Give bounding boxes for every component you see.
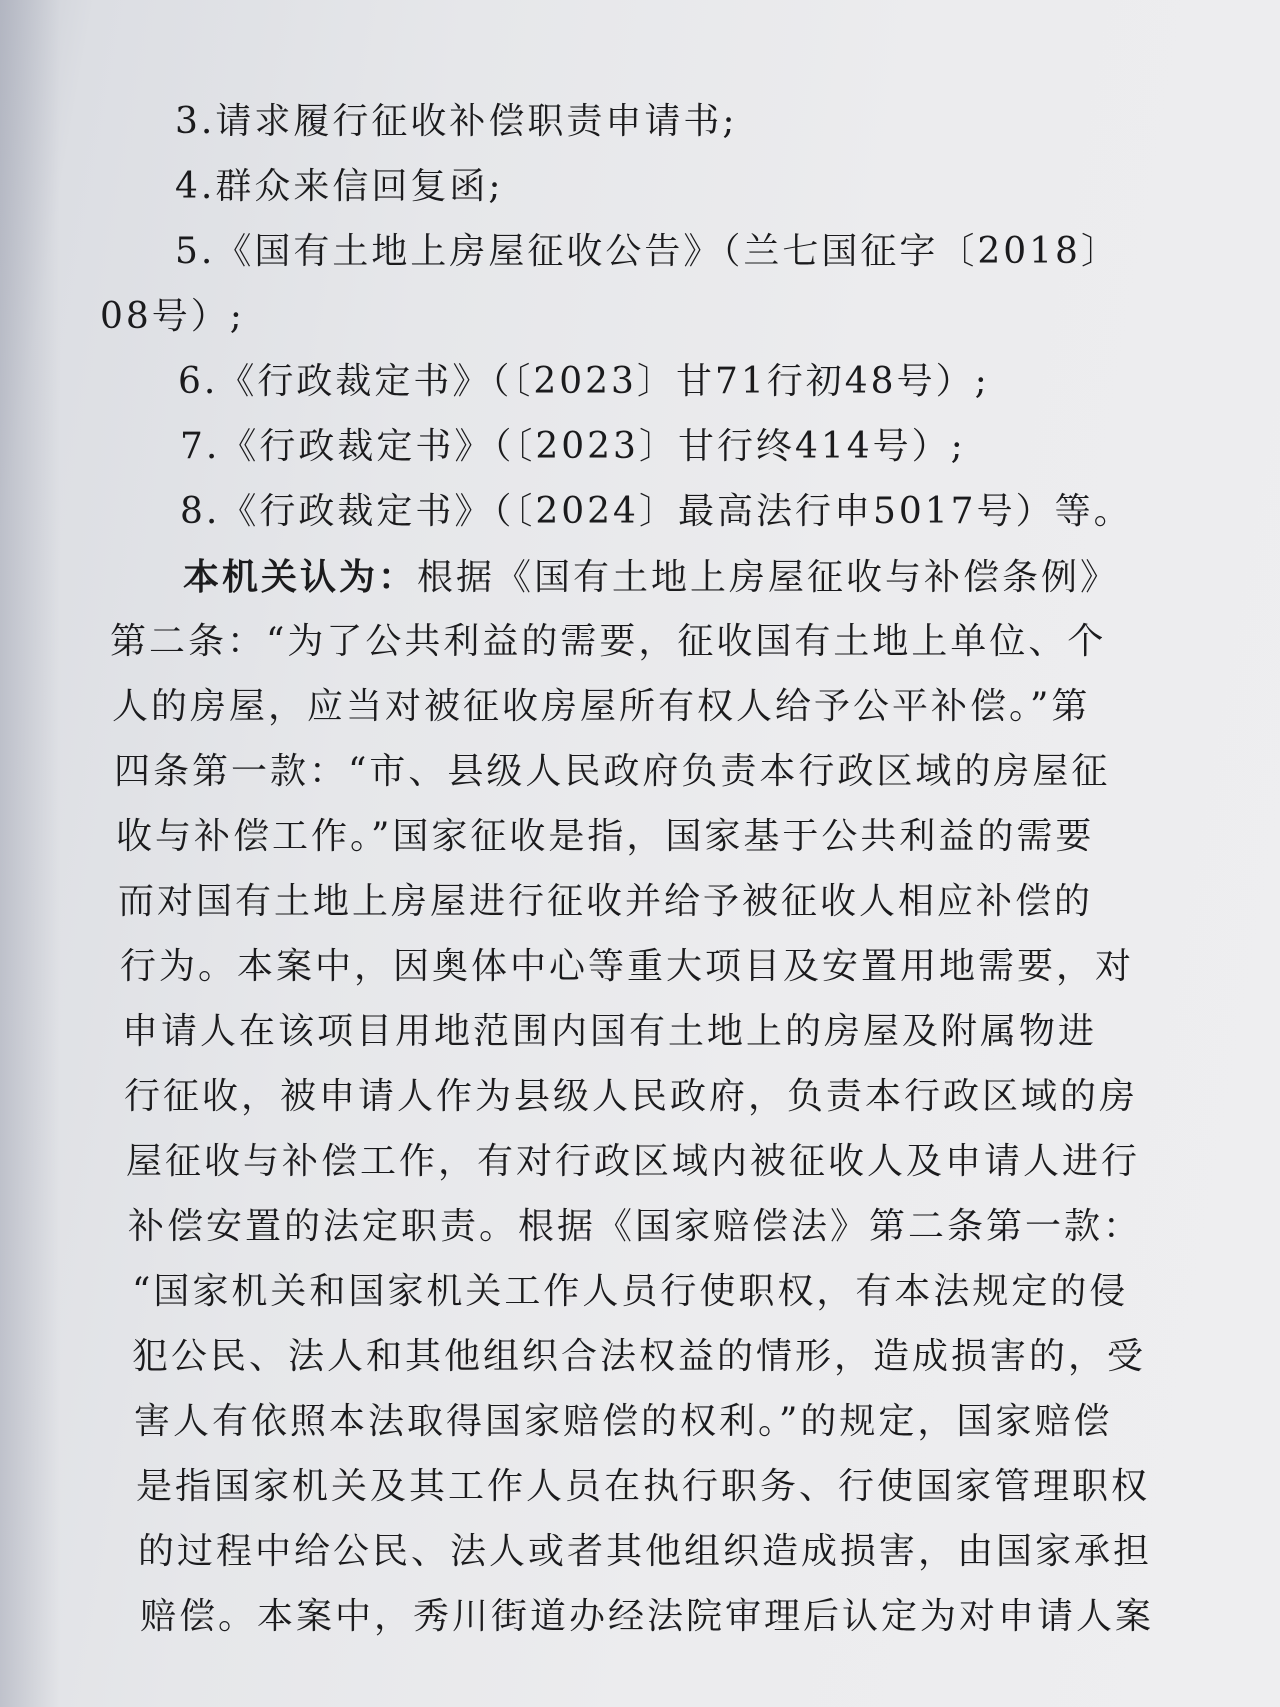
paragraph-line: 犯公民、法人和其他组织合法权益的情形，造成损害的，受 <box>132 1336 1147 1377</box>
opinion-first-line <box>183 555 1119 600</box>
paragraph-line: 四条第一款：“市、县级人民政府负责本行政区域的房屋征 <box>114 751 1111 792</box>
paragraph-line: 的过程中给公民、法人或者其他组织造成损害，由国家承担 <box>138 1531 1153 1572</box>
paragraph-line: 行为。本案中，因奥体中心等重大项目及安置用地需要，对 <box>120 946 1135 987</box>
paragraph-line: 而对国有土地上房屋进行征收并给予被征收人相应补偿的 <box>118 881 1094 922</box>
opinion-first-text: 根据《国有土地上房屋征收与补偿条例》 <box>417 557 1120 598</box>
list-item-4: 4.群众来信回复函; <box>175 166 504 207</box>
paragraph-line: 行征收，被申请人作为县级人民政府，负责本行政区域的房 <box>124 1076 1139 1117</box>
list-item-8: 8.《行政裁定书》（〔2024〕最高法行申5017号）等。 <box>180 491 1133 532</box>
page-edge-shadow <box>0 0 60 1707</box>
list-item-7: 7.《行政裁定书》（〔2023〕甘行终414号）; <box>180 426 966 467</box>
paragraph-line: 屋征收与补偿工作，有对行政区域内被征收人及申请人进行 <box>126 1141 1141 1182</box>
paragraph-line: 赔偿。本案中，秀川街道办经法院审理后认定为对申请人案 <box>140 1596 1155 1637</box>
list-item-3: 3.请求履行征收补偿职责申请书; <box>175 101 738 142</box>
paragraph-line: 第二条：“为了公共利益的需要，征收国有土地上单位、个 <box>110 621 1107 662</box>
opinion-lead: 本机关认为： <box>183 556 418 598</box>
list-item-5: 5.《国有土地上房屋征收公告》（兰七国征字〔2018〕 <box>175 231 1120 272</box>
paragraph-line: 补偿安置的法定职责。根据《国家赔偿法》第二条第一款： <box>128 1206 1143 1247</box>
paragraph-line: 收与补偿工作。”国家征收是指，国家基于公共利益的需要 <box>116 816 1095 857</box>
paragraph-line: “国家机关和国家机关工作人员行使职权，有本法规定的侵 <box>132 1271 1129 1312</box>
paragraph-line: 申请人在该项目用地范围内国有土地上的房屋及附属物进 <box>122 1011 1098 1052</box>
paragraph-line: 害人有依照本法取得国家赔偿的权利。”的规定，国家赔偿 <box>134 1401 1113 1442</box>
list-item-5-cont: 08号）; <box>100 296 245 337</box>
paragraph-line: 人的房屋，应当对被征收房屋所有权人给予公平补偿。”第 <box>112 686 1091 727</box>
list-item-6: 6.《行政裁定书》（〔2023〕甘71行初48号）; <box>178 361 990 402</box>
paragraph-line: 是指国家机关及其工作人员在执行职务、行使国家管理职权 <box>136 1466 1151 1507</box>
